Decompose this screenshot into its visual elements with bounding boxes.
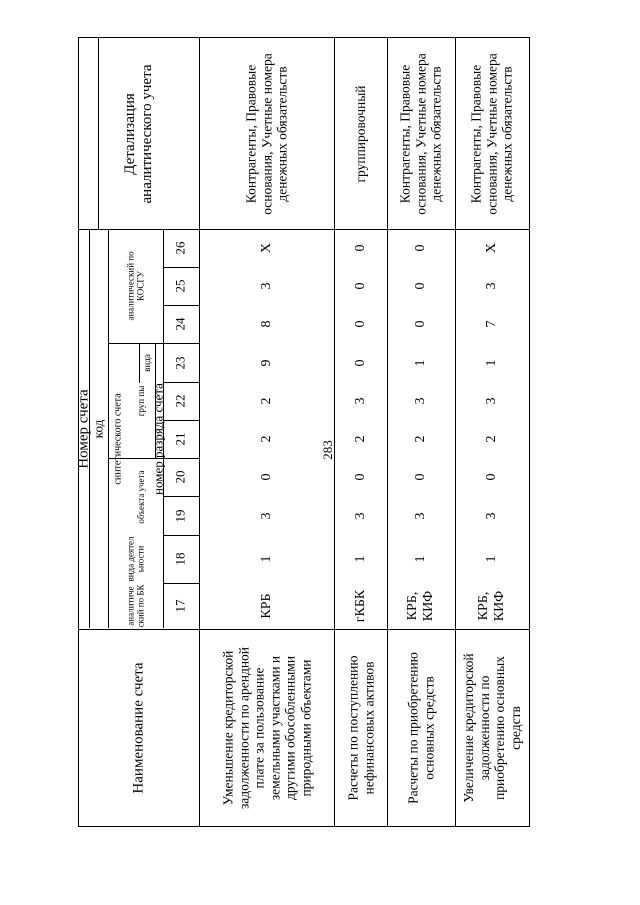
row-1-v17: КРБ (258, 593, 274, 619)
digit-20: 20 (172, 470, 188, 484)
row-1-v19: 3 (258, 512, 274, 519)
row-2-v23: 0 (352, 359, 368, 366)
account-number-header: Номер счета (75, 389, 92, 469)
row-4-v20: 0 (483, 473, 499, 481)
row-2-name: Расчеты по поступлению нефинансовых активов (344, 655, 376, 800)
row-4-v26: X (483, 242, 499, 254)
row-1-v23: 9 (258, 359, 274, 366)
row-3-v23: 1 (412, 359, 428, 366)
row-3-v18: 1 (412, 555, 428, 563)
digit-21: 21 (172, 432, 188, 446)
group-header: груп пы (135, 385, 146, 417)
row-4-v24: 7 (483, 320, 499, 328)
digit-17: 17 (172, 599, 188, 613)
digit-24: 24 (172, 317, 188, 331)
activity-type-header: вида деятел ьности (125, 536, 146, 582)
row-4-name: Увеличение кредиторской задолженности по приобретению основных средств (460, 652, 523, 803)
row-2-v19: 3 (352, 512, 368, 519)
code-header: код (90, 419, 106, 439)
row-4-v18: 1 (483, 555, 499, 563)
detail-header: Детализация аналитического учета (121, 64, 155, 203)
row-2-v25: 0 (352, 282, 368, 290)
digit-number-header: номер разряда счета (150, 383, 166, 495)
analytic-bk-header: аналитиче ский по БК (125, 584, 146, 628)
row-1-v21: 2 (258, 435, 274, 443)
kind-header: вида (141, 353, 152, 372)
row-2-v18: 1 (352, 555, 368, 563)
row-4-v22: 3 (483, 397, 499, 405)
row-2-v20: 0 (352, 473, 368, 481)
digit-26: 26 (172, 241, 188, 255)
row-4-detail: Контрагенты, Правовые основания, Учетные номера денежных обязательств (468, 52, 515, 215)
row-2-detail: группировочный (352, 84, 368, 183)
row-3-detail: Контрагенты, Правовые основания, Учетные номера денежных обязательств (397, 52, 444, 215)
row-2-v17: гКБК (352, 589, 368, 623)
row-3-v20: 0 (412, 473, 428, 481)
synthetic-account-header: синтетического счета (111, 393, 123, 485)
digit-19: 19 (172, 509, 188, 522)
row-2-v21: 2 (352, 435, 368, 443)
accounts-table (75, 37, 530, 827)
row-3-v19: 3 (412, 512, 428, 519)
row-3-v25: 0 (412, 282, 428, 290)
row-1-v20: 0 (258, 473, 274, 481)
row-1-detail: Контрагенты, Правовые основания, Учетные номера денежных обязательств (243, 52, 290, 215)
digit-22: 22 (172, 394, 188, 408)
row-1-name: Уменьшение кредиторской задолженности по арендной плате за пользование земельными участками и другими обособленными природными объектами (219, 646, 313, 809)
row-3-v26: 0 (412, 244, 428, 252)
row-2-v22: 3 (352, 397, 368, 405)
digit-18: 18 (172, 552, 188, 566)
row-3-v24: 0 (412, 320, 428, 328)
page-number: 283 (320, 440, 335, 460)
row-3-v17: КРБ, КИФ (404, 590, 436, 622)
row-4-v17: КРБ, КИФ (475, 590, 507, 622)
row-1-v25: 3 (258, 282, 274, 290)
row-1-v24: 8 (258, 320, 274, 328)
row-3-v21: 2 (412, 435, 428, 443)
name-column-header: Наименование счета (130, 661, 147, 794)
row-3-v22: 3 (412, 397, 428, 405)
row-1-v18: 1 (258, 555, 274, 563)
row-3-name: Расчеты по приобретению основных средств (405, 651, 436, 804)
row-4-v19: 3 (483, 512, 499, 519)
row-1-v22: 2 (258, 397, 274, 405)
row-4-v25: 3 (483, 282, 499, 290)
row-2-v24: 0 (352, 320, 368, 328)
object-header: объекта учета (135, 469, 146, 524)
digit-23: 23 (172, 356, 188, 369)
row-1-v26: X (258, 242, 274, 254)
row-4-v21: 2 (483, 435, 499, 443)
row-4-v23: 1 (483, 359, 499, 366)
row-2-v26: 0 (352, 244, 368, 252)
analytic-kosgu-header: аналитический по КОСГУ (125, 251, 146, 321)
digit-25: 25 (172, 279, 188, 293)
